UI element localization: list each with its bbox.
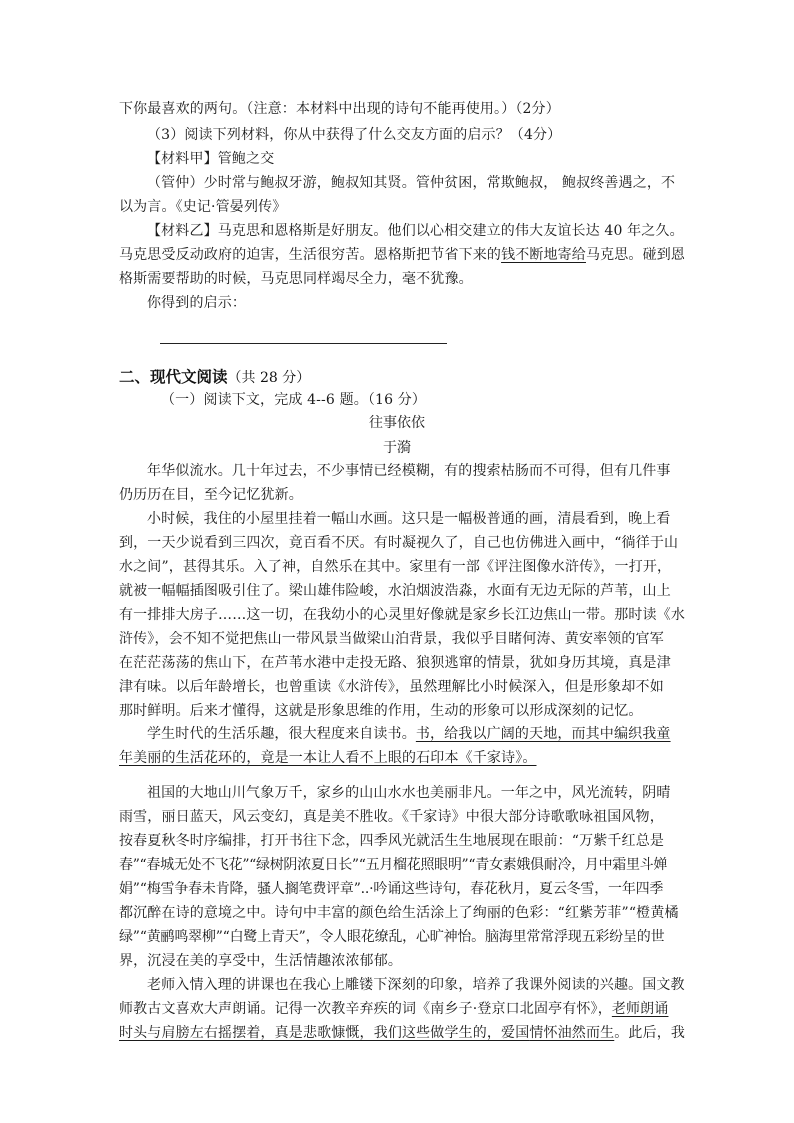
text-segment: 学生时代的生活乐趣，很大程度来自读书。	[147, 726, 416, 742]
paragraph-3-line	[147, 724, 707, 744]
underlined-sentence: 时头与肩膀左右摇摆着，真是悲歌慷慨，我们这些做学生的，爱国	[119, 1025, 530, 1041]
material-a-title	[147, 149, 707, 169]
text-line: 雨雪，丽日蓝天，风云变幻，真是美不胜收。《千家诗》中很大部分诗歌歌咏祖国风物，	[119, 809, 664, 825]
paragraph-2-line	[119, 581, 679, 601]
paragraph-4-line	[119, 903, 679, 923]
paragraph-2-line	[119, 557, 679, 577]
text-segment: 。此后，我	[614, 1025, 686, 1041]
question-2-tail	[119, 99, 679, 119]
text-line: 仍历历在目，至今记忆犹新。	[119, 487, 303, 503]
paragraph-4-line	[119, 879, 679, 899]
paragraph-5-line	[119, 1023, 686, 1043]
text-line: 都沉醉在诗的意境之中。诗句中丰富的颜色给生活涂上了绚丽的色彩：“红紫芳菲”“橙黄橘	[119, 905, 679, 921]
paragraph-4-line	[119, 855, 679, 875]
text-line: 老师入情入理的讲课也在我心上雕镂下深刻的印象，培养了我课外阅读的兴趣。国文教	[147, 977, 685, 993]
text-line: 到，一天少说看到三四次，竟百看不厌。有时凝视久了，自己也仿佛进入画中，“徜徉于山	[119, 535, 679, 551]
essay-title	[0, 413, 794, 433]
paragraph-3-line	[119, 748, 679, 768]
text-line: 小时候，我住的小屋里挂着一幅山水画。这只是一幅极普通的画，清晨看到，晚上看	[147, 511, 671, 527]
material-a-line-1	[147, 173, 677, 193]
paragraph-4-line	[119, 807, 679, 827]
paragraph-4-line	[119, 927, 679, 947]
text-line: 你得到的启示：	[147, 295, 247, 311]
text-line: 界，沉浸在美的享受中，生活情趣浓浓郁郁。	[119, 953, 402, 969]
paragraph-2-line	[119, 677, 679, 697]
underlined-phrase: 情怀油然而生	[529, 1025, 615, 1041]
text-line: （3）阅读下列材料，你从中获得了什么交友方面的启示？（4分）	[147, 127, 562, 143]
text-line: 就被一幅幅插图吸引住了。梁山雄伟险峻，水泊烟波浩淼，水面有无边无际的芦苇，山上	[119, 583, 671, 599]
text-line: 以为言。《史记·管晏列传》	[119, 199, 287, 215]
underlined-sentence: 年美丽的生活花环的，竟是一本让人看不上眼的石印本《千家诗》。	[119, 750, 537, 766]
paragraph-1-line	[119, 485, 679, 505]
paragraph-4-line	[119, 831, 679, 851]
text-line: 有一排排大房子……这一切，在我幼小的心灵里好像就是家乡长江边焦山一带。那时读《水	[119, 607, 685, 623]
section-score: （共 28 分）	[227, 370, 311, 386]
paragraph-2-line	[119, 701, 679, 721]
text-line: 那时鲜明。后来才懂得，这就是形象思维的作用，生动的形象可以形成深刻的记忆。	[119, 703, 643, 719]
paragraph-4-line	[147, 783, 707, 803]
material-b-line-1	[147, 221, 707, 241]
material-b-line-3	[119, 269, 679, 289]
text-line: 水之间”，甚得其乐。入了神，自然乐在其中。家里有一部《评注图像水浒传》，一打开，	[119, 559, 672, 575]
paragraph-5-line	[147, 975, 707, 995]
text-line: 浒传》，会不知不觉把焦山一带风景当做梁山泊背景，我似乎目睹何涛、黄安率领的官军	[119, 631, 664, 647]
text-line: 年华似流水。几十年过去，不少事情已经模糊，有的搜索枯肠而不可得，但有几件事	[147, 463, 671, 479]
essay-author	[0, 438, 794, 458]
section-heading	[119, 366, 310, 389]
text-segment: 马克思。碰到恩	[585, 247, 686, 263]
material-b-line-2	[119, 245, 686, 265]
essay-title-text: 往事依依	[369, 415, 425, 431]
inspiration-prompt	[147, 293, 707, 313]
paragraph-1-line	[147, 461, 707, 481]
text-line: （管仲）少时常与鲍叔牙游，鲍叔知其贤。管仲贫困，常欺鲍叔， 鲍叔终善遇之，不	[147, 175, 676, 191]
answer-line[interactable]	[160, 343, 447, 344]
text-line: 娟”“梅雪争春未肯降，骚人搁笔费评章”..·吟诵这些诗句，春花秋月，夏云冬雪，一年四季	[119, 881, 664, 897]
paragraph-5-line	[119, 999, 679, 1019]
text-line: 在茫茫荡荡的焦山下，在芦苇水港中走投无路、狼狈逃窜的情景，犹如身历其境，真是津	[119, 655, 671, 671]
text-line: 春”“春城无处不飞花”“绿树阴浓夏日长”“五月榴花照眼明”“青女素娥俱耐冷，月中霜里斗婵	[119, 857, 668, 873]
paragraph-2-line	[119, 605, 685, 625]
text-line: （一）阅读下文，完成 4--6 题。（16 分）	[161, 392, 427, 408]
text-line: 按春夏秋冬时序编排，打开书往下念，四季风光就活生生地展现在眼前：“万紫千红总是	[119, 833, 665, 849]
paragraph-2-line	[119, 533, 679, 553]
paragraph-4-line	[119, 951, 679, 971]
essay-author-text: 于漪	[383, 440, 411, 456]
underlined-phrase: 老师朗诵	[611, 1001, 669, 1017]
text-line: 祖国的大地山川气象万千，家乡的山山水水也美丽非凡。一年之中，风光流转，阴晴	[147, 785, 671, 801]
text-segment: 师教古文喜欢大声朗诵。记得一次教辛弃疾的词《南乡子·登京口北固亭有怀》，	[119, 1001, 612, 1017]
paragraph-2-line	[119, 629, 679, 649]
text-line: 【材料甲】管鲍之交	[147, 151, 275, 167]
text-line: 绿”“黄鹂鸣翠柳”“白鹭上青天”，令人眼花缭乱，心旷神怡。脑海里常常浮现五彩纷呈的世	[119, 929, 665, 945]
text-line: 下你最喜欢的两句。（注意：本材料中出现的诗句不能再使用。）（2分）	[119, 101, 560, 117]
paragraph-2-line	[119, 653, 679, 673]
underlined-sentence: 书，给我以广阔的天地，而其中编织我童	[415, 726, 671, 742]
text-segment: 马克思受反动政府的迫害，生活很穷苦。恩格斯把节省下来的	[119, 247, 502, 263]
material-a-line-2	[119, 197, 679, 217]
text-line: 津有味。以后年龄增长，也曾重读《水浒传》，虽然理解比小时候深入，但是形象却不如	[119, 679, 664, 695]
paragraph-2-line	[147, 509, 707, 529]
part-1-instruction	[161, 390, 721, 410]
question-3-prompt	[147, 125, 707, 145]
text-line: 格斯需要帮助的时候，马克思同样竭尽全力，毫不犹豫。	[119, 271, 473, 287]
underlined-phrase: 钱不断地寄给	[501, 247, 586, 263]
section-title: 二、现代文阅读	[119, 368, 228, 386]
text-line: 【材料乙】马克思和恩格斯是好朋友。他们以心相交建立的伟大友谊长达 40 年之久。	[147, 223, 684, 239]
